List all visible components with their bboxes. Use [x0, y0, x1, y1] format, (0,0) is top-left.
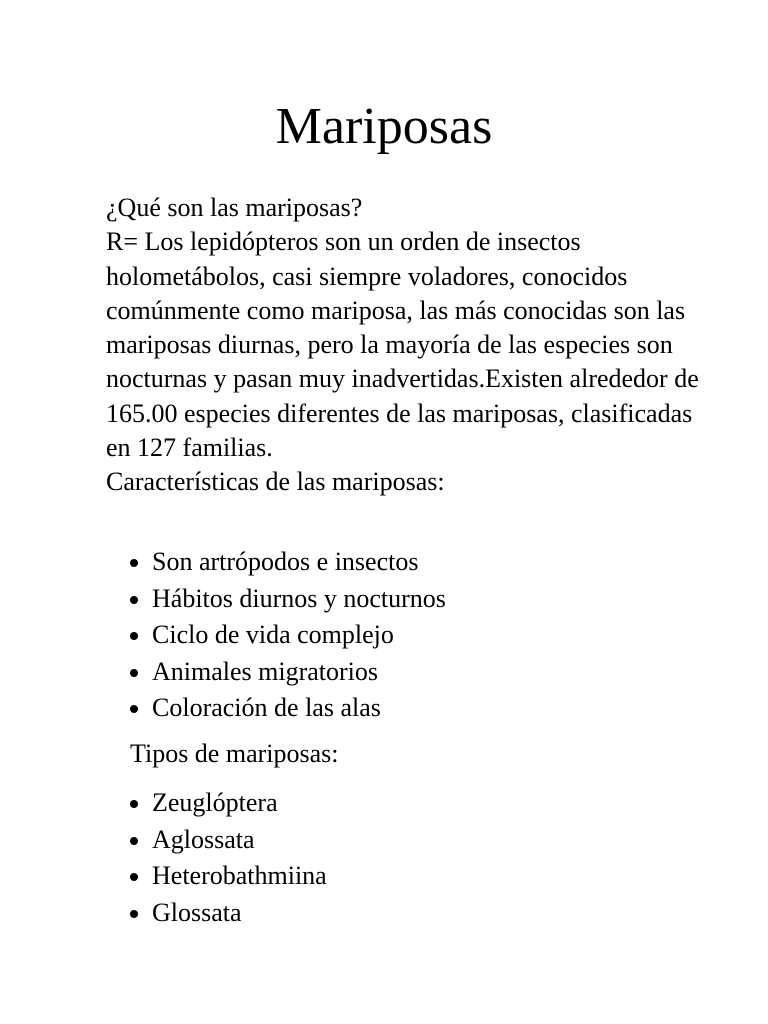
- bullet-icon: [130, 559, 138, 567]
- characteristics-heading: Características de las mariposas:: [106, 467, 445, 497]
- list-item: [130, 858, 327, 895]
- list-item-label: Hábitos diurnos y nocturnos: [152, 583, 446, 613]
- bullet-icon: [130, 632, 138, 640]
- list-item-label: Ciclo de vida complejo: [152, 620, 394, 649]
- list-item-label: Son artrópodos e insectos: [152, 547, 419, 576]
- list-item: [130, 617, 446, 654]
- list-item: [130, 581, 446, 618]
- list-item: [130, 895, 327, 932]
- list-item: [130, 654, 446, 691]
- list-item-label: Zeuglóptera: [152, 788, 278, 817]
- list-item-label: Aglossata: [152, 824, 255, 854]
- characteristics-list: [130, 544, 446, 727]
- bullet-icon: [130, 910, 138, 918]
- list-item: [130, 544, 446, 581]
- bullet-icon: [130, 669, 138, 677]
- bullet-icon: [130, 800, 138, 808]
- types-list: [130, 785, 327, 931]
- list-item: [130, 785, 327, 822]
- bullet-icon: [130, 873, 138, 881]
- bullet-icon: [130, 837, 138, 845]
- list-item-label: Heterobathmiina: [152, 861, 327, 890]
- answer-text: R= Los lepidópteros son un orden de insectos holometábolos, casi siempre voladores, conocidos comúnmente como mariposa, las más conocidas son las mariposas diurnas, pero la mayoría de las especies son nocturnas y pasan muy inadvertidas.Existen alrededor de 165.00 especies diferentes de las mariposas, clasificadas en 127 familias.: [106, 227, 699, 463]
- list-item: [130, 822, 327, 859]
- document-title: Mariposas: [275, 98, 493, 155]
- list-item-label: Animales migratorios: [152, 656, 379, 686]
- list-item-label: Coloración de las alas: [152, 693, 381, 722]
- list-item-label: Glossata: [152, 897, 242, 927]
- question-text: ¿Qué son las mariposas?: [106, 193, 363, 222]
- bullet-icon: [130, 596, 138, 604]
- bullet-icon: [130, 705, 138, 713]
- document-body: [106, 191, 706, 500]
- types-heading: Tipos de mariposas:: [130, 739, 339, 768]
- list-item: [130, 690, 446, 727]
